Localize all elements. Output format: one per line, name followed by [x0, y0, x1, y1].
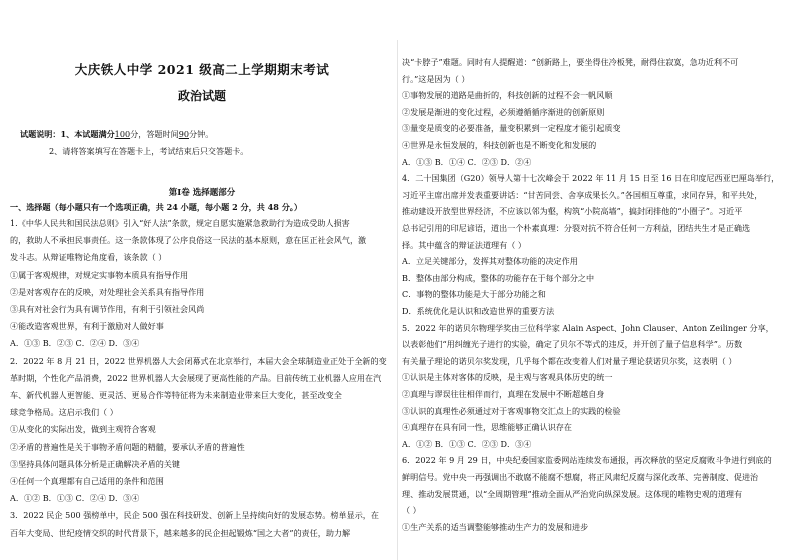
section-title: 第Ⅰ卷 选择题部分 — [168, 188, 236, 198]
time-value: 90 — [178, 129, 190, 139]
left-column — [10, 0, 394, 560]
left-text-line: ①从变化的实际出发，做到主观符合客观 — [10, 424, 156, 435]
instructions-prefix: 试题说明：1、本试题满分 — [20, 129, 115, 139]
right-text-line: 决“卡脖子”难题。同时有人提醒道：“创新路上，要坐得住冷板凳，耐得住寂寞，急功近利不可 — [402, 57, 739, 67]
left-text-line: 的，救助人不承担民事责任。这一条款体现了公序良俗这一民法的基本原则，意在匡正社会风气，激 — [10, 235, 367, 246]
left-text-line: 3．2022 民企 500 强榜单中，民企 500 强在科技研发、创新上呈持续向好的发展态势。榜单显示，在 — [10, 510, 379, 521]
right-text-line: ③认识的真理性必须通过对于客观事物交汇点上的实践的检验 — [402, 405, 621, 416]
right-text-line: A．立足关键部分，发挥其对整体功能的决定作用 — [402, 256, 578, 267]
instructions-line-1 — [20, 128, 404, 140]
left-text-line: 1.《中华人民共和国民法总则》引入“好人法”条款，规定自愿实施紧急救助行为造成受助人损害 — [10, 218, 350, 228]
left-text-line: 球竞争格局。这启示我们（ ） — [10, 407, 118, 418]
score-value: 100 — [114, 129, 131, 139]
left-text-line: 百年大变局、世纪疫情交织的时代背景下，越来越多的民企担起锻炼“国之大者”的责任，助力解 — [10, 527, 351, 538]
left-text-line: ①属于客观规律，对规定实事物本质具有指导作用 — [10, 269, 189, 280]
right-text-line: ②真理与谬误往往相伴而行，真理在发展中不断超越自身 — [402, 389, 605, 399]
instructions-mid: 分，答题时间 — [130, 129, 179, 139]
left-text-line: 车、新代机器人更智能、更灵活、更易合作等特征将为未来制造业带来巨大变化，甚至改变全 — [10, 390, 342, 400]
left-text-line: A．①③ B．②③ C．②④ D．③④ — [10, 338, 140, 349]
instructions-line-2: 2、请将答案填写在答题卡上，考试结束后只交答题卡。 — [49, 146, 249, 156]
left-text-line: ④能改造客观世界，有利于激励对人做好事 — [10, 321, 164, 332]
right-text-line: D．系统优化是认识和改造世界的重要方法 — [402, 306, 555, 316]
right-text-line: 推动建设开放型世界经济，不应该以邻为壑，构筑“小院高墙”，搞封闭排他的“小圈子”。习近平 — [402, 206, 743, 217]
left-text-line: ②矛盾的普遍性是关于事物矛盾问题的精髓，要承认矛盾的普遍性 — [10, 441, 245, 452]
left-text-line: 发斗志。从辩证唯物论角度看，该条款（ ） — [10, 252, 167, 263]
right-text-line: 行。”这是因为（ ） — [402, 73, 470, 84]
right-text-line: ②发展是渐进的变化过程，必须遵循循序渐进的创新原则 — [402, 106, 605, 117]
right-text-line: 鲜明信号。党中央一再强调出不敢腐不能腐不想腐，将正风肃纪反腐与深化改革、完善制度、促进治 — [402, 472, 759, 482]
instructions-suffix: 分钟。 — [189, 129, 214, 139]
right-text-line: 择。其中蕴含的辩证法道理有（ ） — [402, 239, 526, 250]
right-text-line: B．整体由部分构成，整体的功能存在于每个部分之中 — [402, 272, 595, 283]
left-text-line: ③坚持具体问题具体分析是正确解决矛盾的关键 — [10, 458, 180, 469]
right-text-line: ④真理存在具有同一性，思维能够正确认识存在 — [402, 422, 572, 433]
right-text-line: A．①③ B．①④ C．②③ D．②④ — [402, 156, 532, 167]
right-text-line: 有关量子理论的诺贝尔奖发现，几乎每个都在改变着人们对量子理论获诺贝尔奖，这表明（ ） — [402, 355, 737, 366]
exam-subject: 政治试题 — [177, 89, 226, 103]
right-text-line: ④世界是永恒发展的，科技创新也是不断变化和发展的 — [402, 140, 597, 150]
left-text-line: A．①② B．①③ C．②④ D．③④ — [10, 493, 140, 504]
right-text-line: 4．二十国集团（G20）领导人第十七次峰会于 2022 年 11 月 15 日至 16 日在印度尼西亚巴厘岛举行， — [402, 173, 780, 184]
left-text-line: ④任何一个真理都有自己适用的条件和范围 — [10, 476, 164, 486]
column-divider — [397, 40, 398, 560]
right-text-line: 6．2022 年 9 月 29 日，中央纪委国家监委网站连续发布通报，再次释放的坚定反腐败斗争进行到底的 — [402, 455, 772, 466]
right-text-line: 以表彰他们“用纠缠光子进行的实验，确定了贝尔不等式的违反，并开创了量子信息科学”。历数 — [402, 339, 743, 350]
right-text-line: 总书记引用的印尼谚语，道出一个朴素真理：分裂对抗不符合任何一方利益，团结共生才是正确选 — [402, 223, 751, 233]
right-text-line: 5．2022 年的诺贝尔物理学奖由三位科学家 Alain Aspect、John Clauser、Anton Zeilinger 分享， — [402, 322, 774, 333]
left-text-line: ③具有对社会行为具有调节作用，有利于引领社会风尚 — [10, 304, 205, 314]
right-text-line: ①事物发展的道路是曲折的，科技创新的过程不会一帆风顺 — [402, 90, 613, 101]
right-text-line: 习近平主席出席并发表重要讲话：“甘苦同尝、舍享成果长久。”各国相互尊重，求同存异，和平共处， — [402, 189, 763, 200]
right-text-line: A．①② B．①③ C．②③ D．③④ — [402, 438, 532, 449]
right-text-line: C．事物的整体功能是大于部分功能之和 — [402, 289, 546, 300]
right-text-line: ③量变是质变的必要准备，量变积累到一定程度才能引起质变 — [402, 123, 621, 134]
left-text-line: 2．2022 年 8 月 21 日，2022 世界机器人大会闭幕式在北京举行，本届大会全球制造业正处于全新的变 — [10, 355, 387, 366]
right-column — [402, 0, 786, 560]
section-heading: 一、选择题（每小题只有一个选项正确，共 24 小题，每小题 2 分，共 48 分。） — [10, 202, 302, 212]
right-text-line: （ ） — [402, 505, 421, 516]
left-text-line: ②是对客观存在的反映，对处理社会关系具有指导作用 — [10, 286, 205, 297]
left-text-line: 革时期，个性化产品消费，2022 世界机器人大会展现了更高性能的产品。目前传统工业机器人应用在汽 — [10, 372, 382, 383]
exam-title: 大庆铁人中学 2021 级高二上学期期末考试 — [74, 62, 330, 77]
right-text-line: 理、推动发展贯通，以“全周期管理”推动全面从严治党向纵深发展。这体现的唯物史观的道理有 — [402, 488, 743, 499]
right-text-line: ①生产关系的适当调整能够推动生产力的发展和进步 — [402, 521, 589, 532]
right-text-line: ①认识是主体对客体的反映，是主观与客观具体历史的统一 — [402, 372, 613, 383]
